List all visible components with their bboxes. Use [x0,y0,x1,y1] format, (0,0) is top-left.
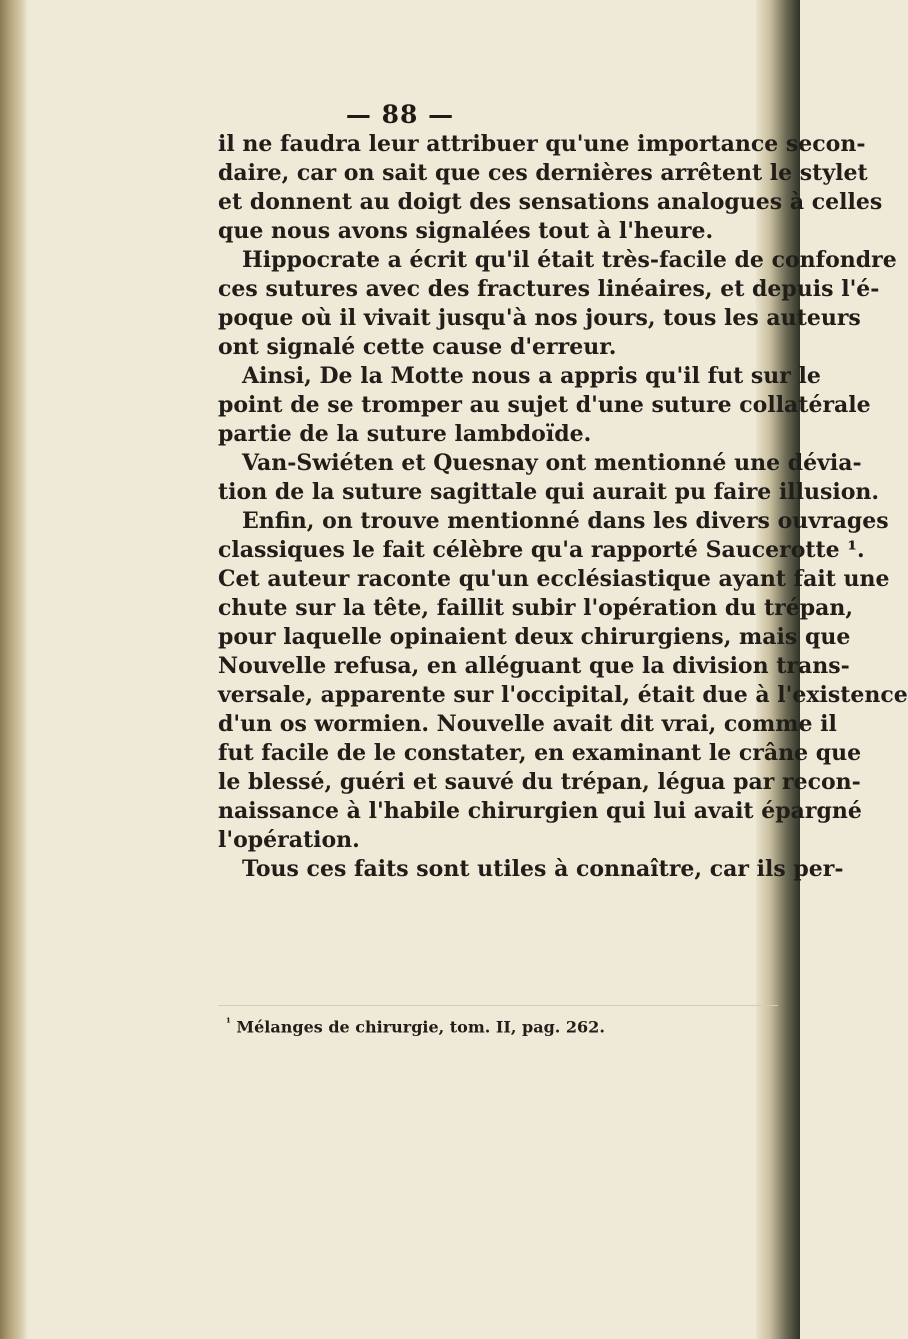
body-text [218,130,908,884]
text-line: point de se tromper au sujet d'une suture collatérale [218,392,871,418]
text-line: chute sur la tête, faillit subir l'opération du trépan, [218,595,854,621]
text-line: Hippocrate a écrit qu'il était très-facile de confondre [242,247,897,273]
text-line: ces sutures avec des fractures linéaires, et depuis l'é- [218,276,880,302]
text-line: l'opération. [218,827,360,853]
text-line: poque où il vivait jusqu'à nos jours, tous les auteurs [218,305,861,331]
text-line: versale, apparente sur l'occipital, était due à l'existence [218,682,908,708]
text-line: partie de la suture lambdoïde. [218,421,592,447]
page-left-edge-shadow [0,0,28,1339]
text-line: d'un os wormien. Nouvelle avait dit vrai, comme il [218,711,837,737]
footnote [226,1016,605,1036]
footnote-divider [218,1005,778,1006]
text-line: le blessé, guéri et sauvé du trépan, légua par recon- [218,769,861,795]
text-line: Van-Swiéten et Quesnay ont mentionné une dévia- [242,450,862,476]
text-line: naissance à l'habile chirurgien qui lui avait épargné [218,798,862,824]
text-line: Ainsi, De la Motte nous a appris qu'il fut sur le [242,363,821,389]
footnote-marker: ¹ [226,1016,231,1029]
page-number: — 88 — [345,100,455,129]
text-line: Cet auteur raconte qu'un ecclésiastique ayant fait une [218,566,890,592]
text-line: ont signalé cette cause d'erreur. [218,334,617,360]
text-line: Tous ces faits sont utiles à connaître, car ils per- [242,856,844,882]
text-line: il ne faudra leur attribuer qu'une importance secon- [218,131,866,157]
text-line: fut facile de le constater, en examinant le crâne que [218,740,862,766]
text-line: classiques le fait célèbre qu'a rapporté Saucerotte ¹. [218,537,865,563]
text-line: tion de la suture sagittale qui aurait pu faire illusion. [218,479,880,505]
text-line: et donnent au doigt des sensations analogues à celles [218,189,883,215]
text-line: que nous avons signalées tout à l'heure. [218,218,714,244]
footnote-text: Mélanges de chirurgie, tom. II, pag. 262. [236,1017,605,1037]
text-line: Nouvelle refusa, en alléguant que la division trans- [218,653,850,679]
text-line: Enfin, on trouve mentionné dans les divers ouvrages [242,508,889,534]
text-line: pour laquelle opinaient deux chirurgiens, mais que [218,624,851,650]
text-line: daire, car on sait que ces dernières arrêtent le stylet [218,160,868,186]
